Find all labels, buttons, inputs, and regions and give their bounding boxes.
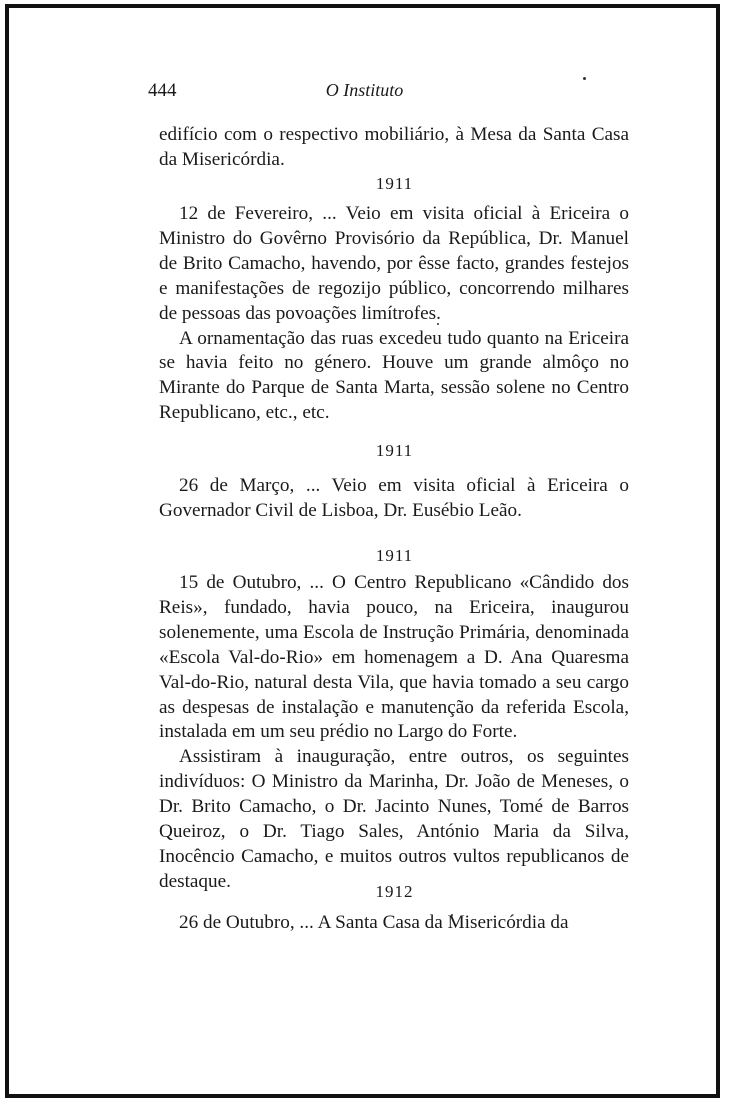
entry-paragraph: Assistiram à inauguração, entre outros, os seguintes indivíduos: O Ministro da Marinha, Dr. João de Meneses, o Dr. Brito Camacho, o Dr. Jacinto Nunes, Tomé de Barros Queiroz, o Dr. Tiago Sales, António Maria da Silva, Inocêncio Camacho, e muitos outros vultos republicanos de destaque. xyxy=(159,746,629,892)
entry-paragraph: 26 de Março, ... Veio em visita oficial à Ericeira o Governador Civil de Lisboa, Dr. Eusébio Leão. xyxy=(159,475,629,521)
entry-paragraph: 12 de Fevereiro, ... Veio em visita oficial à Ericeira o Ministro do Govêrno Provisório da República, Dr. Manuel de Brito Camacho, havendo, por êsse facto, grandes festejos e manifestações de regozijo público, concorrendo milhares de pessoas das povoações limítrofes. xyxy=(159,203,629,324)
opening-paragraph: edifício com o respectivo mobiliário, à Mesa da Santa Casa da Misericórdia. xyxy=(159,124,629,170)
page-number: 444 xyxy=(148,80,177,101)
running-title: O Instituto xyxy=(325,80,404,100)
entry-block xyxy=(159,571,629,895)
year-heading: 1911 xyxy=(375,546,414,565)
opening-paragraph-block xyxy=(159,123,629,173)
entry-block xyxy=(159,474,629,524)
entry-block xyxy=(159,202,629,426)
entry-block xyxy=(159,911,629,936)
year-heading: 1911 xyxy=(375,174,414,193)
year-heading: 1911 xyxy=(375,441,414,460)
entry-paragraph: A ornamentação das ruas excedeu tudo quanto na Ericeira se havia feito no género. Houve um grande almôço no Mirante do Parque de Santa Marta, sessão solene no Centro Republicano, etc., etc. xyxy=(159,327,629,424)
entry-paragraph: 15 de Outubro, ... O Centro Republicano «Cândido dos Reis», fundado, havia pouco, na Ericeira, inaugurou solenemente, uma Escola de Instrução Primária, denominada «Escola Val-do-Rio» em homenagem a D. Ana Quaresma Val-do-Rio, natural desta Vila, que havia tomado a seu cargo as despesas de instalação e manutenção da referida Escola, instalada em um seu prédio no Largo do Forte. xyxy=(159,572,629,743)
year-heading: 1912 xyxy=(375,882,414,901)
entry-paragraph: 26 de Outubro, ... A Santa Casa da Misericórdia da xyxy=(179,912,569,933)
